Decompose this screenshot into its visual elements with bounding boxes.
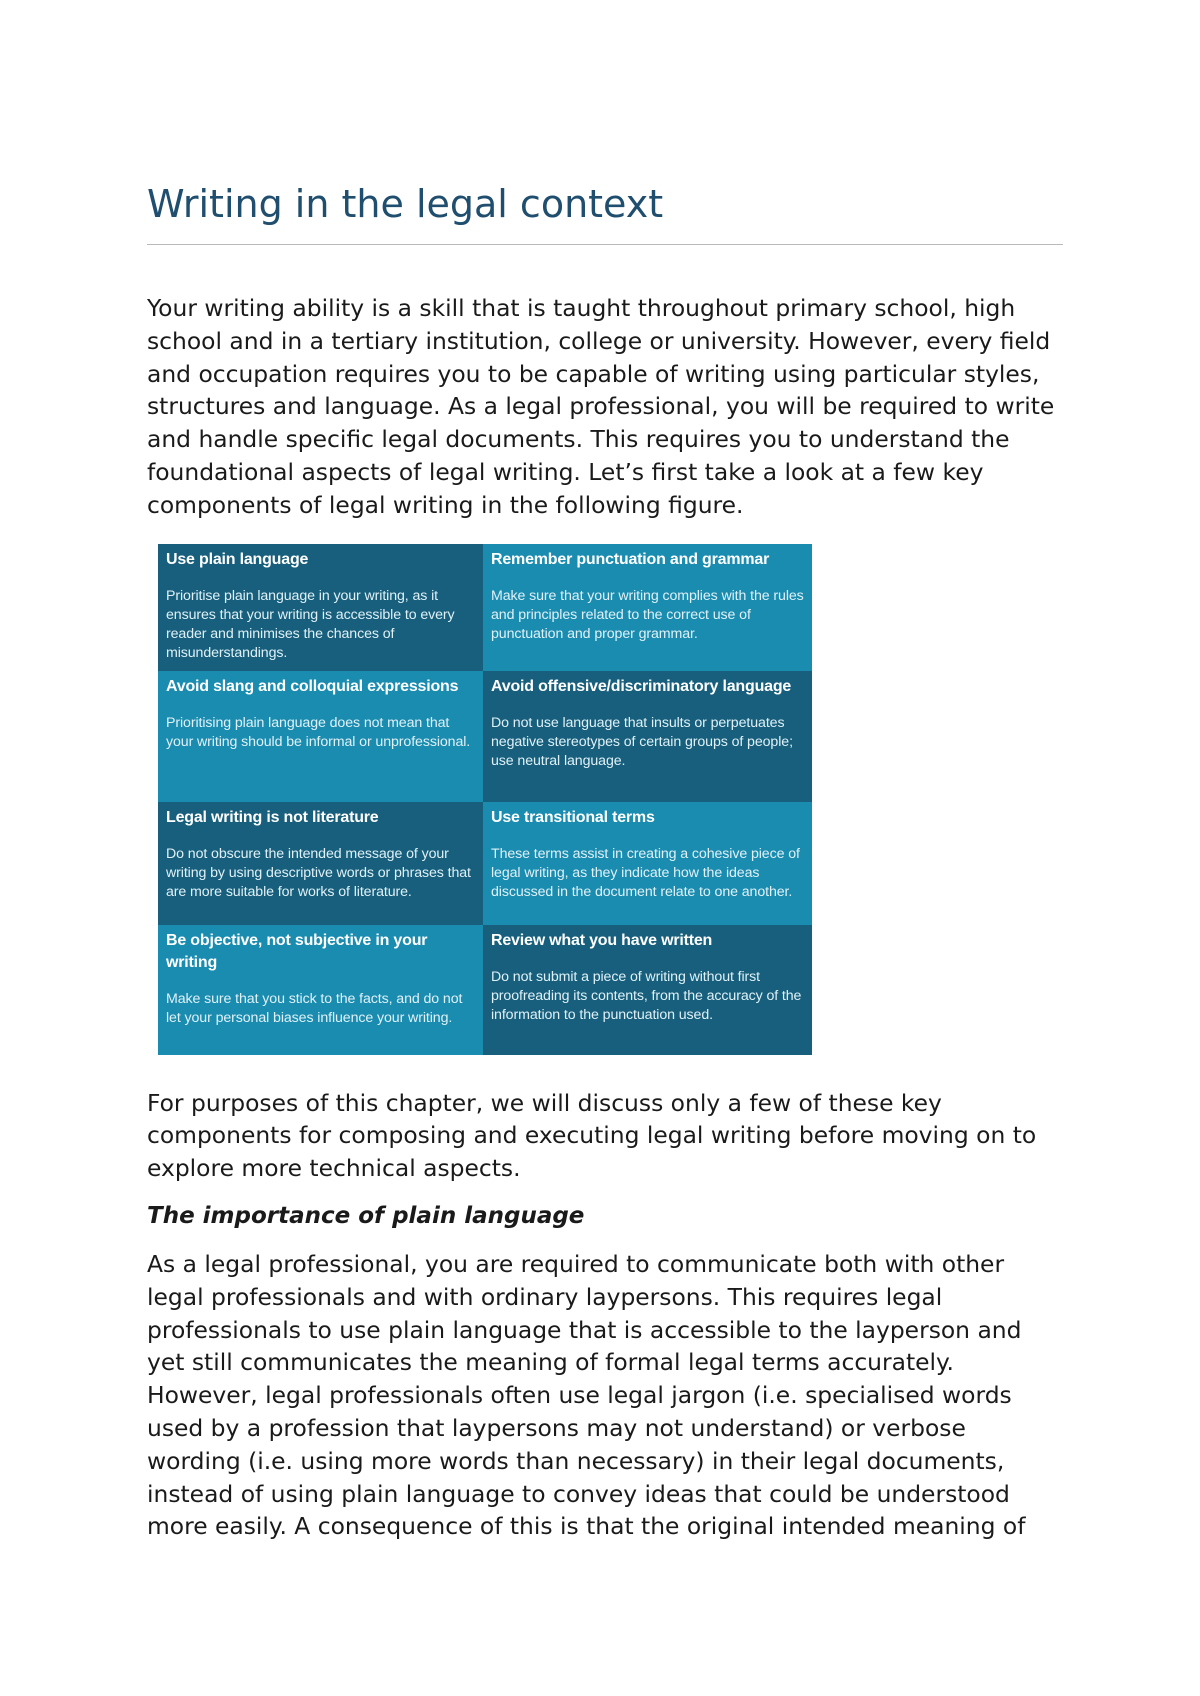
figure-cell-text: Make sure that you stick to the facts, and do not let your personal biases influence your writing. (166, 990, 463, 1026)
figure-cell-text: Prioritising plain language does not mean that your writing should be informal or unprofessional. (166, 714, 471, 750)
figure-cell-heading: Avoid slang and colloquial expressions (166, 677, 459, 695)
figure-cell-objective (158, 925, 483, 1055)
figure-cell-heading: Use transitional terms (491, 808, 655, 826)
plain-language-paragraph: As a legal professional, you are required to communicate both with other legal professionals and with ordinary laypersons. This requires legal professionals to use plain language that is accessible to the layperson and yet still communicates the meaning of formal legal terms accurately. However, legal professionals often use legal jargon (i.e. specialised words used by a profession that laypersons may not understand) or verbose wording (i.e. using more words than necessary) in their legal documents, instead of using plain language to convey ideas that could be understood more easily. A consequence of this is that the original intended meaning of (147, 1249, 1026, 1541)
figure-cell-heading: Legal writing is not literature (166, 808, 379, 826)
figure-cell-heading: Use plain language (166, 550, 309, 568)
figure-cell-text: These terms assist in creating a cohesive piece of legal writing, as they indicate how the ideas discussed in the document relate to one another. (491, 845, 800, 900)
key-components-figure (158, 544, 812, 1055)
figure-cell-text: Do not obscure the intended message of your writing by using descriptive words or phrases that are more suitable for works of literature. (166, 845, 471, 900)
intro-paragraph: Your writing ability is a skill that is taught throughout primary school, high school and in a tertiary institution, college or university. However, every field and occupation requires you to be capable of writing using particular styles, structures and language. As a legal professional, you will be required to write and handle specific legal documents. This requires you to understand the foundational aspects of legal writing. Let’s first take a look at a few key components of legal writing in the following figure. (147, 294, 1055, 519)
title-divider (147, 244, 1063, 245)
figure-cell-avoid-offensive (483, 671, 812, 802)
figure-cell-text: Do not submit a piece of writing without first proofreading its contents, from the accuracy of the information to the punctuation used. (491, 968, 802, 1023)
figure-cell-heading: Review what you have written (491, 931, 713, 949)
section-heading: The importance of plain language (147, 1202, 585, 1229)
after-figure-paragraph: For purposes of this chapter, we will discuss only a few of these key components for composing and executing legal writing before moving on to explore more technical aspects. (147, 1088, 1037, 1183)
figure-cell-heading: Avoid offensive/discriminatory language (491, 677, 792, 695)
figure-cell-text: Make sure that your writing complies with the rules and principles related to the correct use of punctuation and proper grammar. (491, 587, 804, 642)
figure-cell-review (483, 925, 812, 1055)
figure-cell-text: Prioritise plain language in your writing, as it ensures that your writing is accessible to every reader and minimises the chances of misunderstandings. (166, 587, 455, 662)
figure-cell-heading: Remember punctuation and grammar (491, 550, 770, 568)
document-page (147, 178, 1063, 1543)
figure-cell-text: Do not use language that insults or perpetuates negative stereotypes of certain groups of people; use neutral language. (491, 714, 793, 769)
figure-cell-transitional-terms (483, 802, 812, 925)
figure-cell-punctuation-grammar (483, 544, 812, 671)
figure-cell-not-literature (158, 802, 483, 925)
figure-cell-plain-language (158, 544, 483, 671)
figure-cell-heading: Be objective, not subjective in your writing (166, 931, 428, 971)
page-title: Writing in the legal context (147, 182, 664, 226)
figure-cell-avoid-slang (158, 671, 483, 802)
